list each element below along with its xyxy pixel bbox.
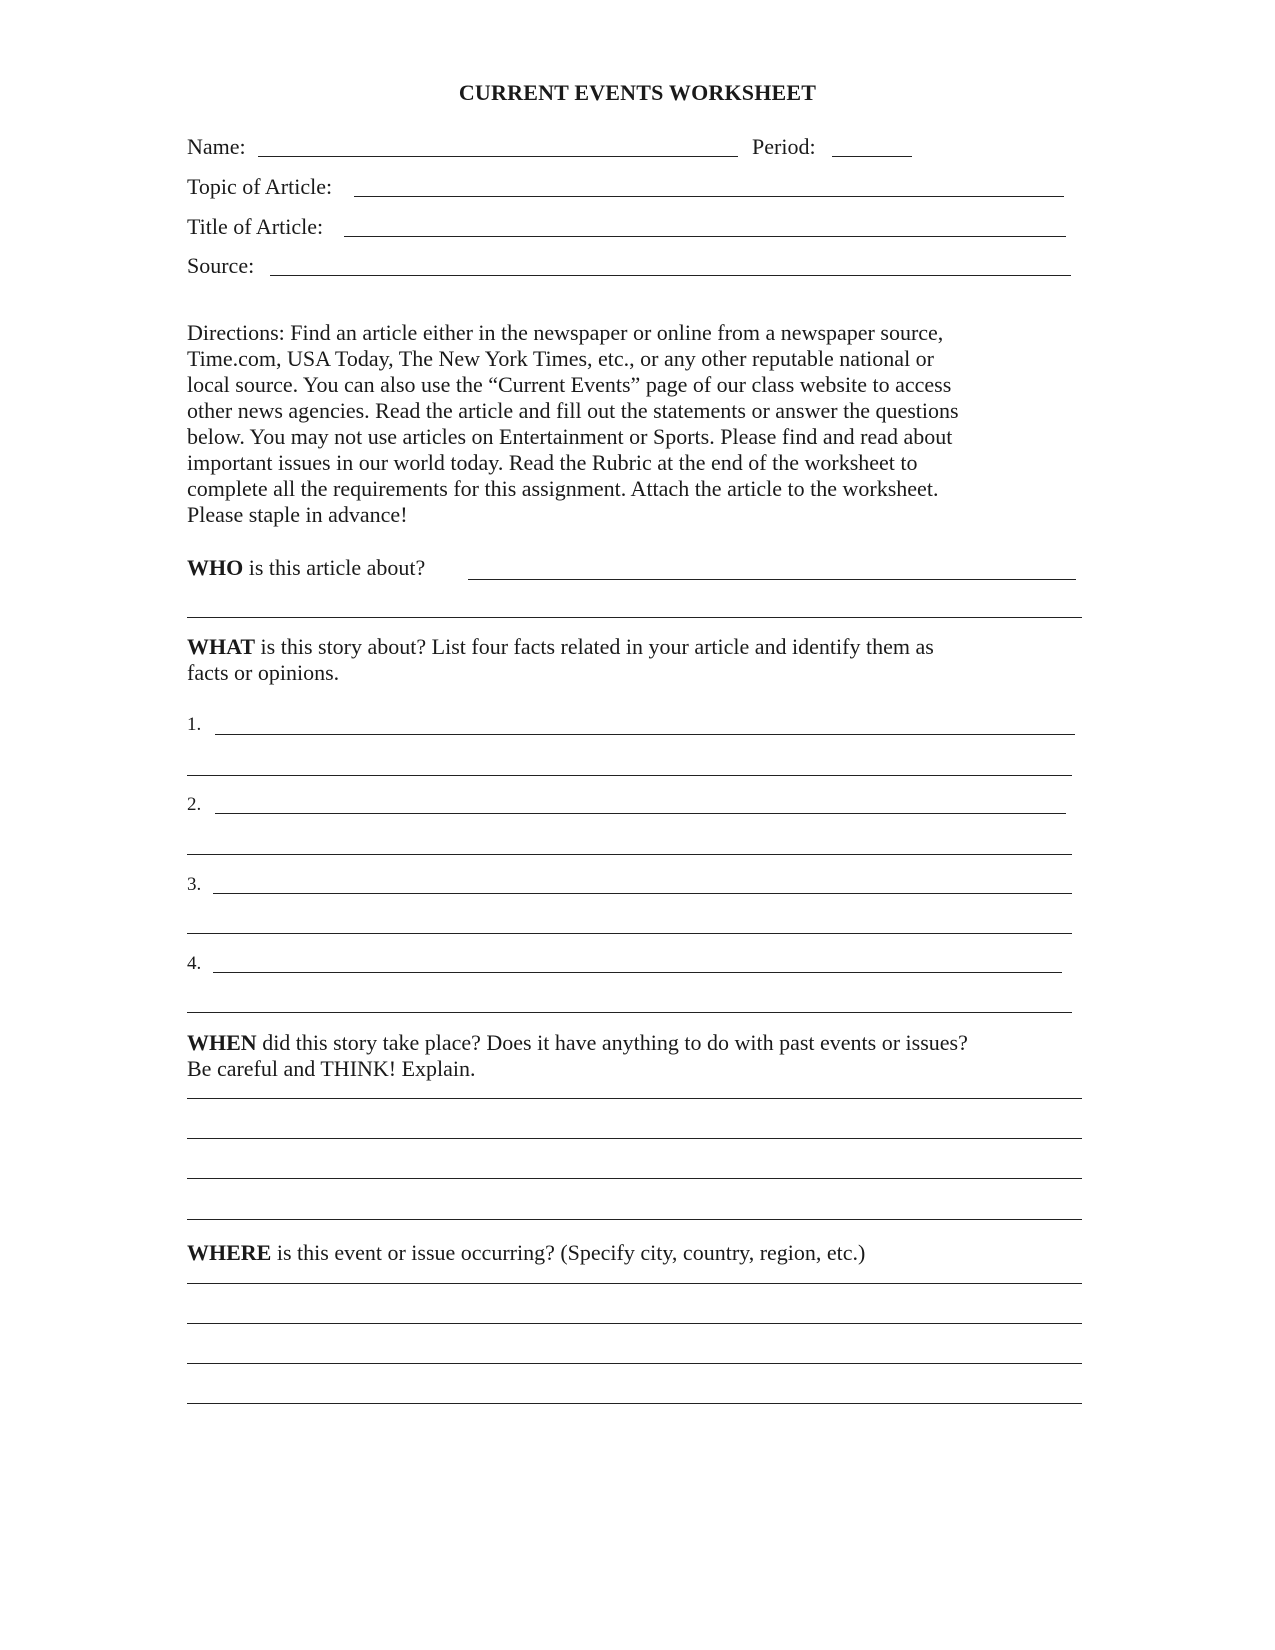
source-label: Source: xyxy=(187,253,255,278)
directions-line: complete all the requirements for this assignment. Attach the article to the worksheet. xyxy=(187,476,939,501)
what-question xyxy=(187,634,934,660)
when-answer-line[interactable] xyxy=(187,1219,1082,1220)
fact-number-4: 4. xyxy=(187,953,202,974)
topic-label: Topic of Article: xyxy=(187,174,333,199)
when-question-line2: Be careful and THINK! Explain. xyxy=(187,1056,476,1081)
fact-3-line[interactable] xyxy=(213,893,1072,894)
where-answer-line[interactable] xyxy=(187,1283,1082,1284)
directions-line: Directions: Find an article either in the newspaper or online from a newspaper source, xyxy=(187,320,944,345)
page-title: CURRENT EVENTS WORKSHEET xyxy=(458,80,817,105)
when-text: did this story take place? Does it have anything to do with past events or issues? xyxy=(256,1030,968,1055)
when-answer-line[interactable] xyxy=(187,1178,1082,1179)
where-question xyxy=(187,1240,865,1266)
when-answer-line[interactable] xyxy=(187,1098,1082,1099)
fact-1-line[interactable] xyxy=(215,734,1075,735)
who-question xyxy=(187,555,425,581)
period-label: Period: xyxy=(752,134,816,159)
source-field[interactable] xyxy=(270,275,1071,276)
article-title-label: Title of Article: xyxy=(187,214,324,239)
when-question xyxy=(187,1030,968,1056)
where-text: is this event or issue occurring? (Specify city, country, region, etc.) xyxy=(271,1240,866,1265)
directions-line: below. You may not use articles on Entertainment or Sports. Please find and read about xyxy=(187,424,953,449)
what-keyword: WHAT xyxy=(187,634,256,659)
when-keyword: WHEN xyxy=(187,1030,257,1055)
fact-number-2: 2. xyxy=(187,794,202,815)
period-field[interactable] xyxy=(832,156,912,157)
directions-line: Please staple in advance! xyxy=(187,502,408,527)
directions-line: important issues in our world today. Read the Rubric at the end of the worksheet to xyxy=(187,450,918,475)
fact-4-line[interactable] xyxy=(213,972,1062,973)
fact-1-line-2[interactable] xyxy=(187,775,1072,776)
directions-line: Time.com, USA Today, The New York Times, etc., or any other reputable national or xyxy=(187,346,935,371)
who-answer-line[interactable] xyxy=(468,579,1076,580)
article-title-field[interactable] xyxy=(344,236,1066,237)
what-text: is this story about? List four facts related in your article and identify them as xyxy=(255,634,934,659)
who-answer-line-2[interactable] xyxy=(187,617,1082,618)
name-label: Name: xyxy=(187,134,246,159)
fact-number-3: 3. xyxy=(187,874,202,895)
fact-number-1: 1. xyxy=(187,714,202,735)
where-answer-line[interactable] xyxy=(187,1323,1082,1324)
fact-2-line[interactable] xyxy=(215,813,1066,814)
fact-4-line-2[interactable] xyxy=(187,1012,1072,1013)
name-field[interactable] xyxy=(258,156,738,157)
directions-paragraph xyxy=(187,320,1087,528)
directions-line: local source. You can also use the “Current Events” page of our class website to access xyxy=(187,372,952,397)
where-answer-line[interactable] xyxy=(187,1363,1082,1364)
what-question-line2: facts or opinions. xyxy=(187,660,340,685)
fact-3-line-2[interactable] xyxy=(187,933,1072,934)
who-text: is this article about? xyxy=(243,555,426,580)
where-keyword: WHERE xyxy=(187,1240,272,1265)
where-answer-line[interactable] xyxy=(187,1403,1082,1404)
when-answer-line[interactable] xyxy=(187,1138,1082,1139)
fact-2-line-2[interactable] xyxy=(187,854,1072,855)
topic-field[interactable] xyxy=(354,196,1064,197)
directions-line: other news agencies. Read the article and fill out the statements or answer the questions xyxy=(187,398,959,423)
who-keyword: WHO xyxy=(187,555,244,580)
